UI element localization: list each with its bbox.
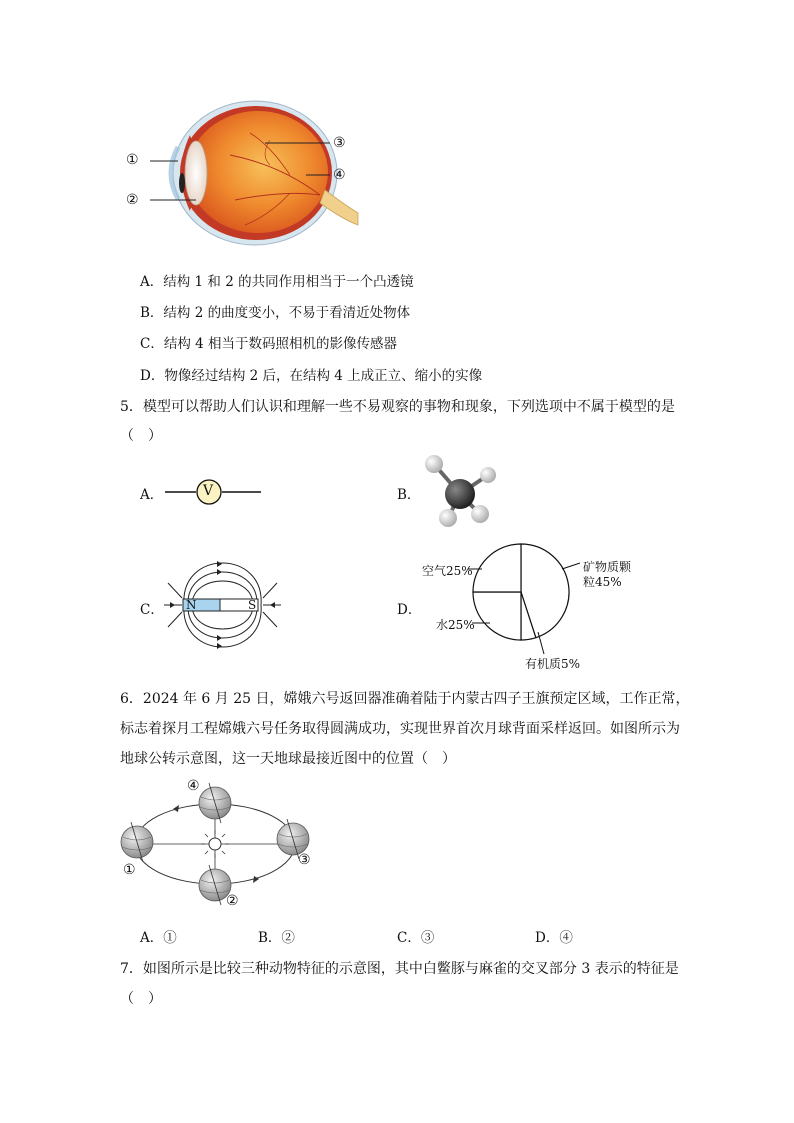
- magnet-s-pole: S: [248, 598, 257, 612]
- eye-label-2: ②: [126, 192, 139, 208]
- q6-option-a: A．①: [140, 930, 177, 946]
- methane-molecule-model: [418, 452, 503, 530]
- q5-option-b-label: B．: [397, 487, 421, 503]
- q5-question-line1: 5．模型可以帮助人们认识和理解一些不易观察的事物和现象，下列选项中不属于模型的是: [120, 399, 675, 415]
- bar-magnet-field: [160, 553, 285, 658]
- q6-option-c: C．③: [397, 930, 435, 946]
- pie-label-organic: 有机质5%: [525, 657, 581, 671]
- q5-option-d-label: D．: [397, 602, 422, 618]
- pie-label-mineral-2: 粒45%: [583, 575, 622, 589]
- q6-question-line3: 地球公转示意图，这一天地球最接近图中的位置（ ）: [120, 751, 456, 767]
- q5-option-a-label: A．: [140, 487, 164, 503]
- q7-question-line2: （ ）: [120, 991, 162, 1007]
- q4-option-c: C．结构 4 相当于数码照相机的影像传感器: [140, 336, 398, 352]
- magnet-n-pole: N: [186, 598, 197, 612]
- pie-label-air: 空气25%: [422, 564, 473, 578]
- eye-diagram: [120, 95, 360, 260]
- orbit-label-4: ④: [187, 778, 200, 794]
- q4-option-b: B．结构 2 的曲度变小，不易于看清近处物体: [140, 305, 411, 321]
- orbit-label-3: ③: [298, 852, 311, 868]
- q6-question-line2: 标志着探月工程嫦娥六号任务取得圆满成功，实现世界首次月球背面采样返回。如图所示为: [120, 721, 680, 737]
- eye-label-1: ①: [126, 152, 139, 168]
- pie-label-mineral-1: 矿物质颗: [583, 560, 632, 574]
- q4-option-a: A．结构 1 和 2 的共同作用相当于一个凸透镜: [140, 274, 414, 290]
- q5-question-line2: （ ）: [120, 428, 162, 444]
- pie-organic-leader: [530, 630, 560, 660]
- pie-label-water: 水25%: [436, 618, 475, 632]
- q6-option-d: D．④: [535, 930, 573, 946]
- q6-question-line1: 6．2024 年 6 月 25 日，嫦娥六号返回器准确着陆于内蒙古四子王旗预定区域，工作正常，: [120, 691, 690, 707]
- orbit-label-2: ②: [226, 893, 239, 909]
- earth-orbit-diagram: [115, 775, 320, 910]
- eye-label-3: ③: [333, 135, 346, 151]
- eye-label-4: ④: [333, 167, 346, 183]
- q5-option-c-label: C．: [140, 602, 164, 618]
- q4-option-d: D．物像经过结构 2 后，在结构 4 上成正立、缩小的实像: [140, 368, 483, 384]
- voltmeter-letter: V: [203, 483, 214, 499]
- q6-option-b: B．②: [258, 930, 295, 946]
- q7-question-line1: 7．如图所示是比较三种动物特征的示意图，其中白鳖豚与麻雀的交叉部分 3 表示的特征是: [120, 961, 679, 977]
- orbit-label-1: ①: [123, 862, 136, 878]
